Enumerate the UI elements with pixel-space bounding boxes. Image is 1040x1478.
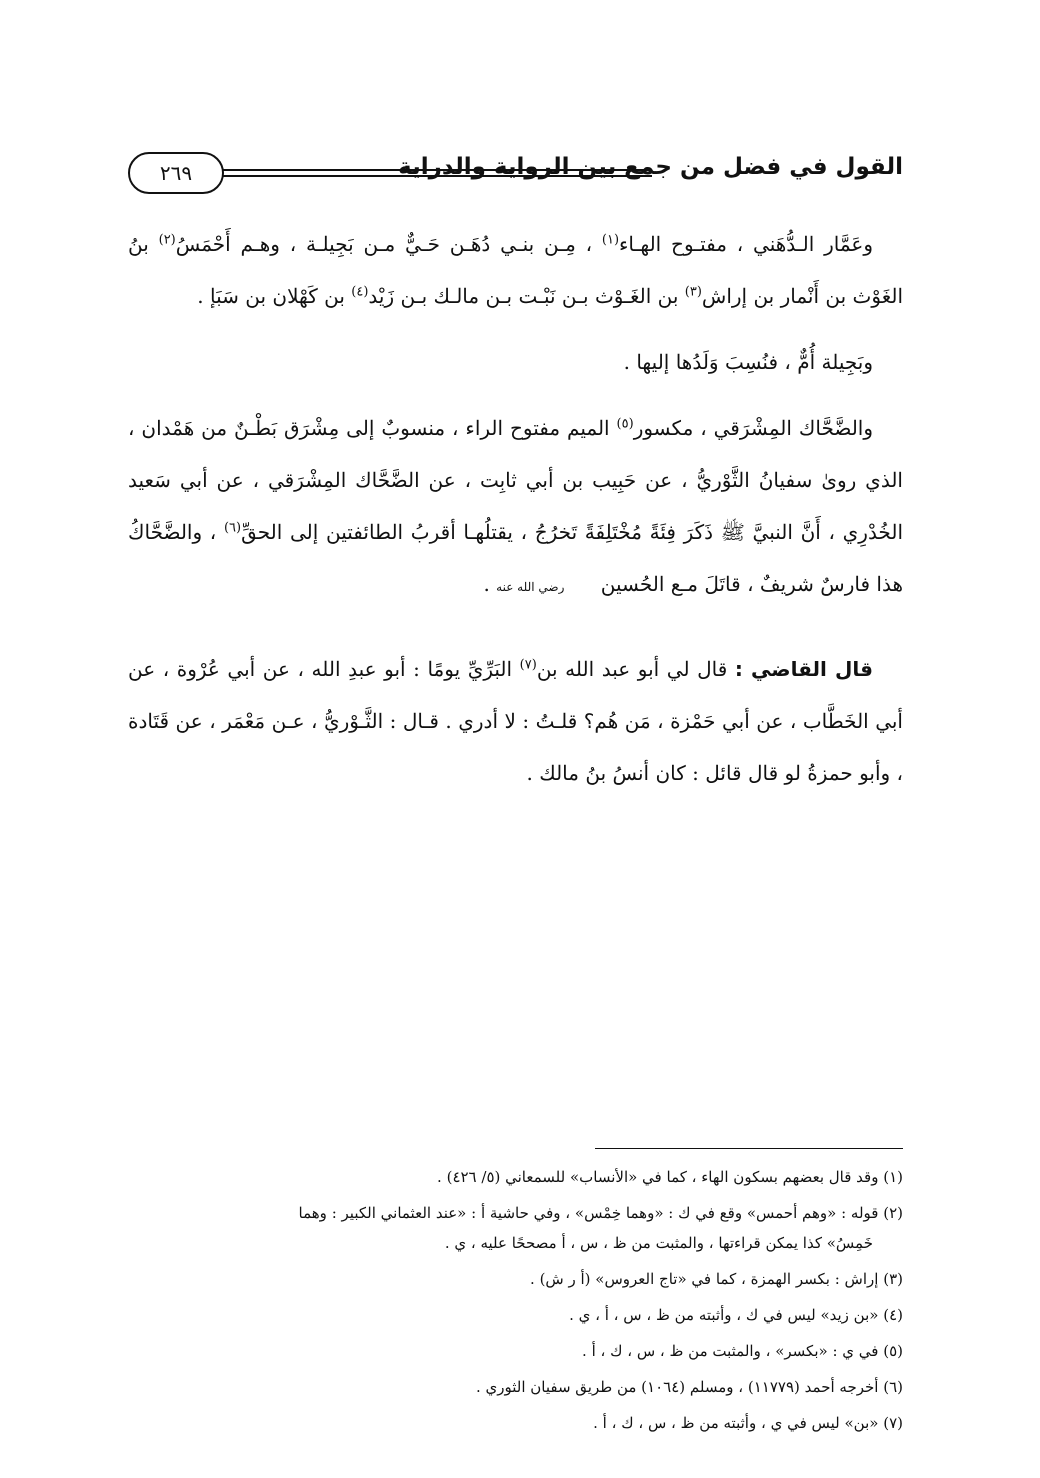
honorific-glyph: رضي الله عنه (496, 580, 565, 594)
page-number-badge: ٢٦٩ (128, 152, 224, 194)
footnote-ref-5[interactable]: (٥) (616, 416, 634, 432)
footnote-5: (٥) في ي : «بكسر» ، والمثبت من ظ ، س ، ك ، أ . (582, 1342, 903, 1360)
footnote-6: (٦) أخرجه أحمد (١١٧٧٩) ، ومسلم (١٠٦٤) من طريق سفيان الثوري . (475, 1378, 903, 1396)
footnote-ref-2[interactable]: (٢) (158, 232, 176, 248)
text-segment: بن كَهْلان بن سَبَإ . (197, 284, 345, 308)
footnote-ref-1[interactable]: (١) (601, 232, 620, 248)
footnote-separator (595, 1148, 903, 1149)
footnote-4: (٤) «بن زيد» ليس في ك ، وأثبته من ظ ، س ، أ ، ي . (569, 1306, 903, 1324)
paragraph-qadi (128, 643, 903, 799)
footnote-ref-6[interactable]: (٦) (223, 520, 242, 536)
text-segment: بن الغَـوْث بـن نَبْـت بـن مالـك بـن زَيْد (368, 284, 679, 308)
running-header (128, 150, 903, 200)
text-segment: البَرِّيِّ يومًا : أبو عبدِ الله ، عن أبي عُرْوة ، عن أبي الخَطَّاب ، عن أبي حَمْزة ، مَن هُم؟ قلـتُ : لا أدري . قـال : الثَّـوْريُّ ، عـن مَعْمَر ، عن قَتَادة ، وأبو حمزةُ لو قال قائل : كان أنسُ بنُ مالك . (128, 657, 903, 785)
running-title: القول في فضل من جمع بين الرواية والدراية (398, 154, 903, 180)
text-segment: الميم مفتوح الراء ، منسوبٌ إلى مِشْرَق بَطْـنٌ من هَمْدان ، الذي روىٰ سفيانُ الثَّوْريُّ ، عن حَبِيب بن أبي ثابِت ، عن الضَّحَّاك المِشْرَقي ، عن أبي سَعيد الخُدْرِي ، أَنَّ النبيَّ ﷺ ذَكَرَ فِئَةً مُخْتَلِفَةً تَخرُجُ ، يقتلُهـا أقربُ الطائفتين إلى الحقِّ (128, 416, 903, 544)
text-segment: ، مِـن بنـي دُهَـن حَـيٌّ مـن بَجِيلـة ، وهـم أَحْمَسُ (175, 232, 593, 256)
footnote-ref-3[interactable]: (٣) (684, 284, 702, 300)
footnote-1: (١) وقد قال بعضهم بسكون الهاء ، كما في «الأنساب» للسمعاني (٥/ ٤٢٦) . (437, 1168, 903, 1186)
paragraph-bajila: وبَجِيلة أُمٌّ ، فنُسِبَ وَلَدُها إليها . (623, 350, 873, 374)
footnote-2 (128, 1198, 903, 1258)
footnote-ref-7[interactable]: (٧) (519, 657, 537, 673)
text-segment: قال لي أبو عبد الله بن (536, 657, 728, 681)
text-segment: ، والضَّحَّاكُ هذا فارسٌ شريفٌ ، قاتَلَ مـع الحُسين (128, 520, 903, 596)
paragraph-ammar (128, 218, 903, 322)
footnote-text: (٢) قوله : «وهم أحمس» وقع في ك : «وهما خِمْس» ، وفي حاشية أ : «عند العثماني الكبير : وهما (298, 1204, 903, 1222)
text-segment: بنُ الغَوْث بن أَنْمار بن إراش (128, 232, 903, 308)
footnote-3: (٣) إراش : بكسر الهمزة ، كما في «تاج العروس» (أ ر ش) . (530, 1270, 903, 1288)
footnotes (128, 1162, 903, 1444)
footnote-ref-4[interactable]: (٤) (351, 284, 369, 300)
footnote-7: (٧) «بن» ليس في ي ، وأثبته من ظ ، س ، ك ، أ . (593, 1414, 903, 1432)
text-segment: والضَّحَّاك المِشْرَقي ، مكسور (633, 416, 873, 440)
text-segment: . (483, 572, 490, 596)
footnote-continuation: خَمِسُ» كذا يمكن قراءتها ، والمثبت من ظ ، س ، أ مصححًا عليه ، ي . (444, 1234, 873, 1252)
lead-heading: قال القاضي : (734, 657, 874, 681)
main-text (128, 218, 903, 813)
text-segment: وعَمَّار الـدُّهَني ، مفتـوح الهـاء (619, 232, 874, 256)
paragraph-dahhak (128, 402, 903, 613)
